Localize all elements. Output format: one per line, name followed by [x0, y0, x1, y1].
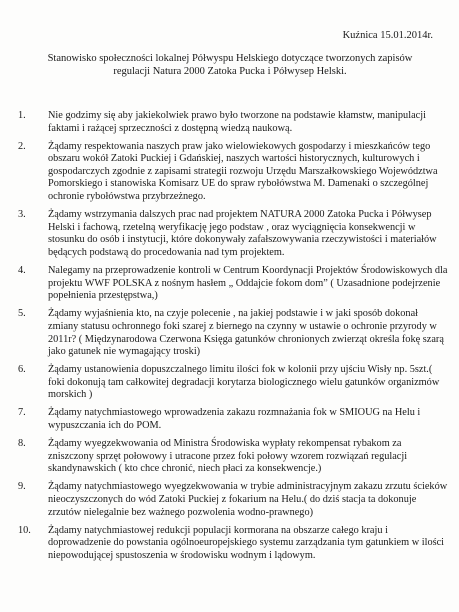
demand-text: Żądamy respektowania naszych praw jako wielowiekowych gospodarzy i mieszkańców tego obszaru wokół Zatoki Puckiej i Gdańskiej, naszych wartości historycznych, kulturowych i gospodarczych zgodnie z zapisami strategii rozwoju Urzędu Marszałkowskiego Województwa Pomorskiego i stanowiska Komisarz UE do spraw rybołówstwa M. Damenaki o szczególnej ochronie rybołówstwa przybrzeżnego.: [48, 140, 438, 203]
demand-number: 5.: [18, 308, 26, 320]
demand-item: [18, 364, 448, 402]
demand-number: 6.: [18, 364, 26, 376]
demand-item: [18, 481, 448, 519]
demand-text: Żądamy natychmiastowej redukcji populacji kormorana na obszarze całego kraju i doprowadzenie do powstania ogólnoeuropejskiego systemu zarządzania tym gatunkiem w ilości niepowodującej spustoszenia w środowisku wodnym i lądowym.: [48, 524, 445, 561]
demand-text: Żądamy wyegzekwowania od Ministra Środowiska wypłaty rekompensat rybakom za zniszczony sprzęt połowowy i utracone przez foki połowy wzorem rozwiązań regulacji skandynawskich ( kto chce chronić, niech płaci za konsekwencje.): [48, 438, 408, 475]
demand-text: Żądamy wyjaśnienia kto, na czyje polecenie , na jakiej podstawie i w jaki sposób dokonał zmiany statusu ochronnego foki szarej z biernego na czynny w ustawie o ochronie przyrody w 2011r? ( Międzynarodowa Czerwona Księga gatunków chronionych zwierząt określa fokę szarą jako gatunek nie wymagający troski): [48, 308, 444, 358]
demand-number: 2.: [18, 140, 26, 152]
demand-item: [18, 407, 448, 432]
demand-item: [18, 141, 448, 204]
demand-number: 7.: [18, 407, 26, 419]
demand-item: [18, 209, 448, 259]
demand-item: [18, 265, 448, 303]
document-date: Kuźnica 15.01.2014r.: [342, 30, 433, 41]
demand-text: Żądamy wstrzymania dalszych prac nad projektem NATURA 2000 Zatoka Pucka i Półwysep Helski i fachową, rzetelną weryfikację jego podstaw , oraz wyciągnięcia konsekwencji w stosunku do osób i instytucji, które dokonywały zafałszowywania rzeczywistości i materiałów będących podstawą do procedowania nad tym projektem.: [48, 209, 437, 258]
demand-item: [18, 110, 448, 135]
demands-list: [18, 110, 448, 565]
demand-number: 9.: [18, 481, 26, 493]
demand-text: Nie godzimy się aby jakiekolwiek prawo było tworzone na podstawie kłamstw, manipulacji faktami i rażącej sprzeczności z dostępną wiedzą naukową.: [48, 110, 426, 134]
demand-text: Żądamy natychmiastowego wyegzekwowania w trybie administracyjnym zakazu zrzutu ścieków nieoczyszczonych do wód Zatoki Puckiej z fokarium na Helu.( do dziś stacja ta dokonuje zrzutów nielegalnie bez ważnego pozwolenia wodno-prawnego): [48, 481, 448, 518]
statement-title: Stanowisko społeczności lokalnej Półwyspu Helskiego dotyczące tworzonych zapisów regulacji Natura 2000 Zatoka Pucka i Półwysep Helski.: [47, 53, 413, 77]
demand-number: 1.: [18, 110, 26, 121]
demand-text: Żądamy natychmiastowego wprowadzenia zakazu rozmnażania fok w SMIOUG na Helu i wypuszczania ich do POM.: [48, 407, 421, 432]
demand-text: Żądamy ustanowienia dopuszczalnego limitu ilości fok w kolonii przy ujściu Wisły np. 5szt.( foki dokonują tam całkowitej degradacji korytarza biologicznego wielu gatunków organizmów morskich ): [48, 364, 440, 401]
demand-item: [18, 438, 448, 476]
demand-number: 8.: [18, 438, 26, 450]
demand-text: Nalegamy na przeprowadzenie kontroli w Centrum Koordynacji Projektów Środowiskowych dla projektu WWF POLSKA z nośnym hasłem „ Oddajcie fokom dom” ( Uzasadnione podejrzenie popełnienia przestępstwa,): [48, 265, 448, 302]
demand-number: 3.: [18, 209, 26, 221]
demand-number: 10.: [18, 524, 31, 536]
demand-number: 4.: [18, 265, 26, 277]
demand-item: [18, 525, 448, 563]
demand-item: [18, 308, 448, 358]
